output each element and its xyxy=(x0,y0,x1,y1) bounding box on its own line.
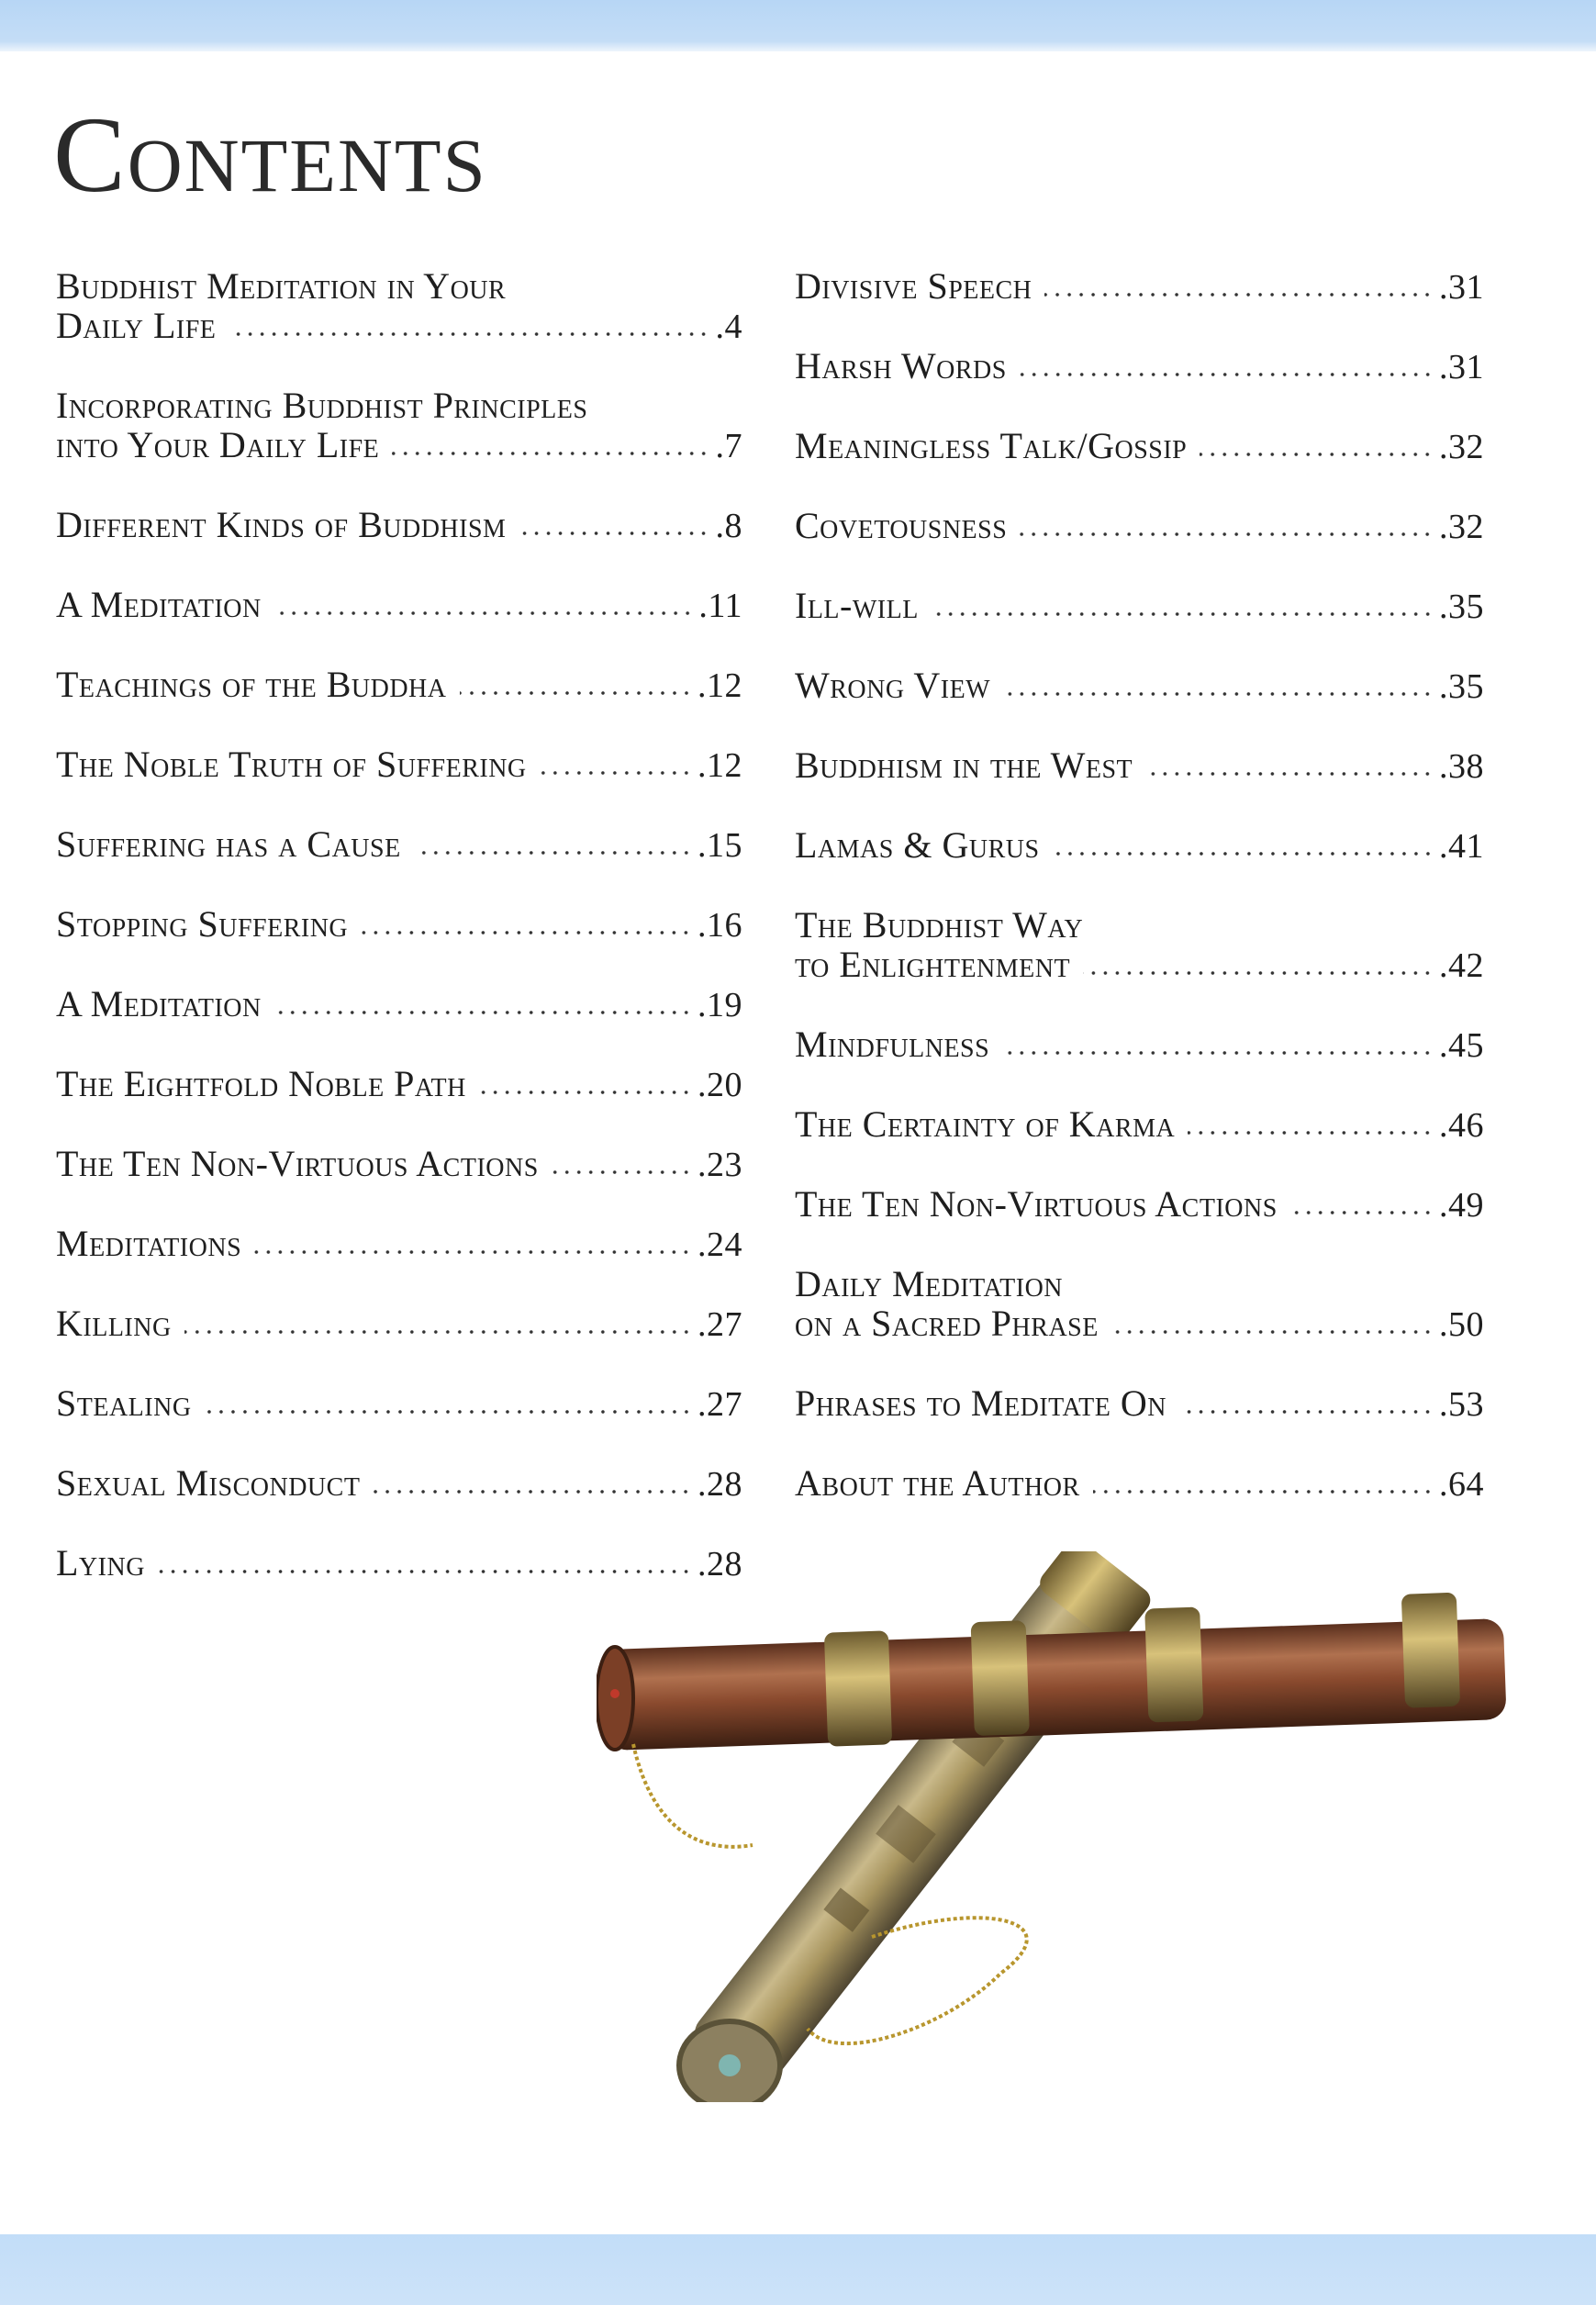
toc-entry-title: Daily Life xyxy=(56,305,217,346)
toc-entry xyxy=(56,386,742,466)
dot-leader xyxy=(1188,1129,1434,1136)
toc-page-number: .23 xyxy=(698,1146,742,1184)
toc-entry-title: Sexual Misconduct xyxy=(56,1462,361,1504)
dot-leader xyxy=(1020,531,1434,538)
toc-page-number: .7 xyxy=(715,427,742,465)
toc-entry-line xyxy=(795,745,1484,787)
toc-entry-title: Lying xyxy=(56,1542,145,1583)
dot-leader xyxy=(932,610,1434,618)
toc-entry-line xyxy=(795,1264,1484,1304)
chain xyxy=(633,1744,753,1847)
toc-entry xyxy=(795,825,1484,867)
toc-entry xyxy=(795,506,1484,547)
dot-leader xyxy=(552,1169,692,1176)
toc-entry xyxy=(795,666,1484,707)
toc-page-number: .4 xyxy=(715,308,742,346)
top-border-band xyxy=(0,0,1596,51)
dot-leader xyxy=(274,1009,692,1016)
toc-entry-line xyxy=(795,1304,1484,1345)
toc-entry-title: Teachings of the Buddha xyxy=(56,664,447,705)
dot-leader xyxy=(373,1488,692,1495)
toc-entry-title: The Buddhist Way xyxy=(795,904,1084,945)
toc-entry xyxy=(795,346,1484,387)
toc-entry-title: The Ten Non-Virtuous Actions xyxy=(56,1143,539,1184)
toc-page-number: .28 xyxy=(698,1465,742,1504)
toc-entry-title: Lamas & Gurus xyxy=(795,824,1040,866)
toc-page-number: .35 xyxy=(1439,587,1484,626)
toc-entry-title: Buddhism in the West xyxy=(795,744,1133,786)
toc-page-number: .27 xyxy=(698,1385,742,1424)
toc-entry xyxy=(795,586,1484,627)
toc-entry-line xyxy=(56,505,742,546)
toc-entry-line xyxy=(56,1304,742,1345)
dot-leader xyxy=(1111,1328,1434,1336)
toc-page-number: .8 xyxy=(715,507,742,545)
dot-leader xyxy=(392,450,709,457)
toc-entry xyxy=(56,585,742,626)
toc-page-number: .64 xyxy=(1439,1465,1484,1504)
toc-right-column xyxy=(795,266,1484,1543)
toc-page-number: .50 xyxy=(1439,1305,1484,1344)
toc-entry-title: The Eightfold Noble Path xyxy=(56,1063,466,1104)
dot-leader xyxy=(1002,1049,1434,1057)
toc-page-number: .20 xyxy=(698,1066,742,1104)
toc-entry-line xyxy=(56,585,742,626)
toc-page-number: .24 xyxy=(698,1225,742,1264)
dot-leader xyxy=(229,330,709,338)
toc-page-number: .35 xyxy=(1439,667,1484,706)
toc-page-number: .42 xyxy=(1439,946,1484,985)
dot-leader xyxy=(1200,451,1434,458)
toc-entry-line xyxy=(56,1463,742,1505)
toc-entry-line xyxy=(795,1184,1484,1225)
toc-entry-line xyxy=(795,1024,1484,1066)
toc-entry-title: Suffering has a Cause xyxy=(56,823,401,865)
toc-page-number: .41 xyxy=(1439,827,1484,866)
toc-page-number: .15 xyxy=(698,826,742,865)
toc-entry-line xyxy=(795,586,1484,627)
toc-entry-line xyxy=(56,1064,742,1105)
toc-entry xyxy=(795,905,1484,986)
toc-entry-title: Divisive Speech xyxy=(795,265,1032,307)
toc-entry xyxy=(795,1184,1484,1225)
toc-page-number: .38 xyxy=(1439,747,1484,786)
toc-entry xyxy=(56,904,742,945)
toc-entry-title: Phrases to Meditate On xyxy=(795,1382,1166,1424)
prayer-scroll-tubes-image xyxy=(597,1551,1514,2102)
toc-entry-line xyxy=(56,425,742,466)
toc-entry-line xyxy=(56,984,742,1025)
toc-page-number: .49 xyxy=(1439,1186,1484,1225)
toc-entry-title: Stealing xyxy=(56,1382,192,1424)
dot-leader xyxy=(1083,969,1434,977)
dot-leader xyxy=(205,1408,692,1415)
toc-entry xyxy=(56,1064,742,1105)
toc-entry xyxy=(795,266,1484,308)
toc-entry-line xyxy=(56,306,742,347)
toc-entry-line xyxy=(795,506,1484,547)
toc-entry-title: Killing xyxy=(56,1303,172,1344)
toc-entry xyxy=(795,1104,1484,1146)
toc-entry-line xyxy=(795,426,1484,467)
toc-entry-line xyxy=(795,905,1484,945)
toc-page-number: .32 xyxy=(1439,508,1484,546)
toc-page-number: .12 xyxy=(698,666,742,705)
toc-entry-title: Meditations xyxy=(56,1223,242,1264)
toc-entry-title: Different Kinds of Buddhism xyxy=(56,504,507,545)
toc-page-number: .11 xyxy=(698,587,742,625)
toc-entry xyxy=(56,665,742,706)
toc-page-number: .28 xyxy=(698,1545,742,1583)
toc-entry-line xyxy=(795,1463,1484,1505)
toc-entry-title: on a Sacred Phrase xyxy=(795,1303,1099,1344)
toc-entry-title: Meaningless Talk/Gossip xyxy=(795,425,1188,466)
toc-entry-line xyxy=(795,945,1484,986)
toc-entry xyxy=(56,1224,742,1265)
toc-entry-line xyxy=(795,346,1484,387)
toc-entry-title: Wrong View xyxy=(795,665,991,706)
toc-entry-title: About the Author xyxy=(795,1462,1080,1504)
toc-entry xyxy=(56,824,742,866)
toc-entry xyxy=(795,426,1484,467)
toc-page-number: .16 xyxy=(698,906,742,945)
toc-entry-line xyxy=(795,666,1484,707)
toc-entry xyxy=(56,505,742,546)
toc-entry-line xyxy=(56,744,742,786)
toc-entry-line xyxy=(56,386,742,425)
toc-entry-title: Covetousness xyxy=(795,505,1008,546)
toc-entry xyxy=(56,984,742,1025)
toc-entry-title: Ill-will xyxy=(795,585,919,626)
dot-leader xyxy=(1179,1408,1434,1415)
dot-leader xyxy=(361,929,692,936)
toc-entry-title: into Your Daily Life xyxy=(56,424,380,465)
toc-page-number: .27 xyxy=(698,1305,742,1344)
toc-entry-title: Stopping Suffering xyxy=(56,903,349,945)
bottom-border-band xyxy=(0,2234,1596,2305)
toc-entry xyxy=(795,1463,1484,1505)
toc-entry-title: to Enlightenment xyxy=(795,944,1071,985)
toc-left-column xyxy=(56,266,742,1623)
toc-entry-title: The Noble Truth of Suffering xyxy=(56,744,527,785)
toc-entry-line xyxy=(795,825,1484,867)
toc-page-number: .31 xyxy=(1439,348,1484,386)
toc-entry-line xyxy=(56,904,742,945)
toc-entry xyxy=(56,1144,742,1185)
toc-entry xyxy=(56,1463,742,1505)
toc-entry-title: Incorporating Buddhist Principles xyxy=(56,385,588,426)
toc-entry-title: Daily Meditation xyxy=(795,1263,1064,1304)
page-title: Contents xyxy=(53,95,487,215)
toc-entry xyxy=(795,745,1484,787)
dot-leader xyxy=(519,530,709,537)
toc-entry-line xyxy=(795,266,1484,308)
toc-entry-line xyxy=(56,1144,742,1185)
toc-entry-title: Mindfulness xyxy=(795,1024,990,1065)
toc-entry xyxy=(795,1264,1484,1345)
toc-page-number: .53 xyxy=(1439,1385,1484,1424)
toc-entry-line xyxy=(56,266,742,306)
dot-leader xyxy=(460,689,693,697)
toc-page-number: .12 xyxy=(698,746,742,785)
toc-entry-title: The Certainty of Karma xyxy=(795,1103,1176,1145)
toc-entry xyxy=(56,744,742,786)
toc-page-number: .31 xyxy=(1439,268,1484,307)
toc-entry-title: A Meditation xyxy=(56,584,262,625)
toc-entry xyxy=(795,1383,1484,1425)
dot-leader xyxy=(479,1089,692,1096)
dot-leader xyxy=(184,1328,692,1336)
toc-entry-title: Harsh Words xyxy=(795,345,1007,386)
toc-entry-line xyxy=(795,1104,1484,1146)
toc-page-number: .45 xyxy=(1439,1026,1484,1065)
dot-leader xyxy=(1093,1488,1434,1495)
toc-entry xyxy=(56,1383,742,1425)
dot-leader xyxy=(1020,371,1434,378)
toc-page-number: .19 xyxy=(698,986,742,1024)
dot-leader xyxy=(1053,850,1434,857)
toc-entry-title: A Meditation xyxy=(56,983,262,1024)
dot-leader xyxy=(540,769,692,777)
toc-entry-line xyxy=(795,1383,1484,1425)
dot-leader xyxy=(414,849,692,856)
dot-leader xyxy=(1044,291,1434,298)
toc-page-number: .32 xyxy=(1439,428,1484,466)
dot-leader xyxy=(254,1248,692,1256)
dot-leader xyxy=(1290,1209,1434,1216)
dot-leader xyxy=(274,610,694,617)
toc-entry-line xyxy=(56,1383,742,1425)
toc-entry-title: The Ten Non-Virtuous Actions xyxy=(795,1183,1278,1225)
toc-entry-line xyxy=(56,665,742,706)
toc-entry-line xyxy=(56,1224,742,1265)
toc-entry xyxy=(56,266,742,347)
toc-entry xyxy=(56,1304,742,1345)
dot-leader xyxy=(1145,770,1434,778)
toc-page-number: .46 xyxy=(1439,1106,1484,1145)
toc-entry-title: Buddhist Meditation in Your xyxy=(56,265,507,307)
dot-leader xyxy=(1003,690,1434,698)
toc-entry-line xyxy=(56,824,742,866)
toc-entry xyxy=(795,1024,1484,1066)
